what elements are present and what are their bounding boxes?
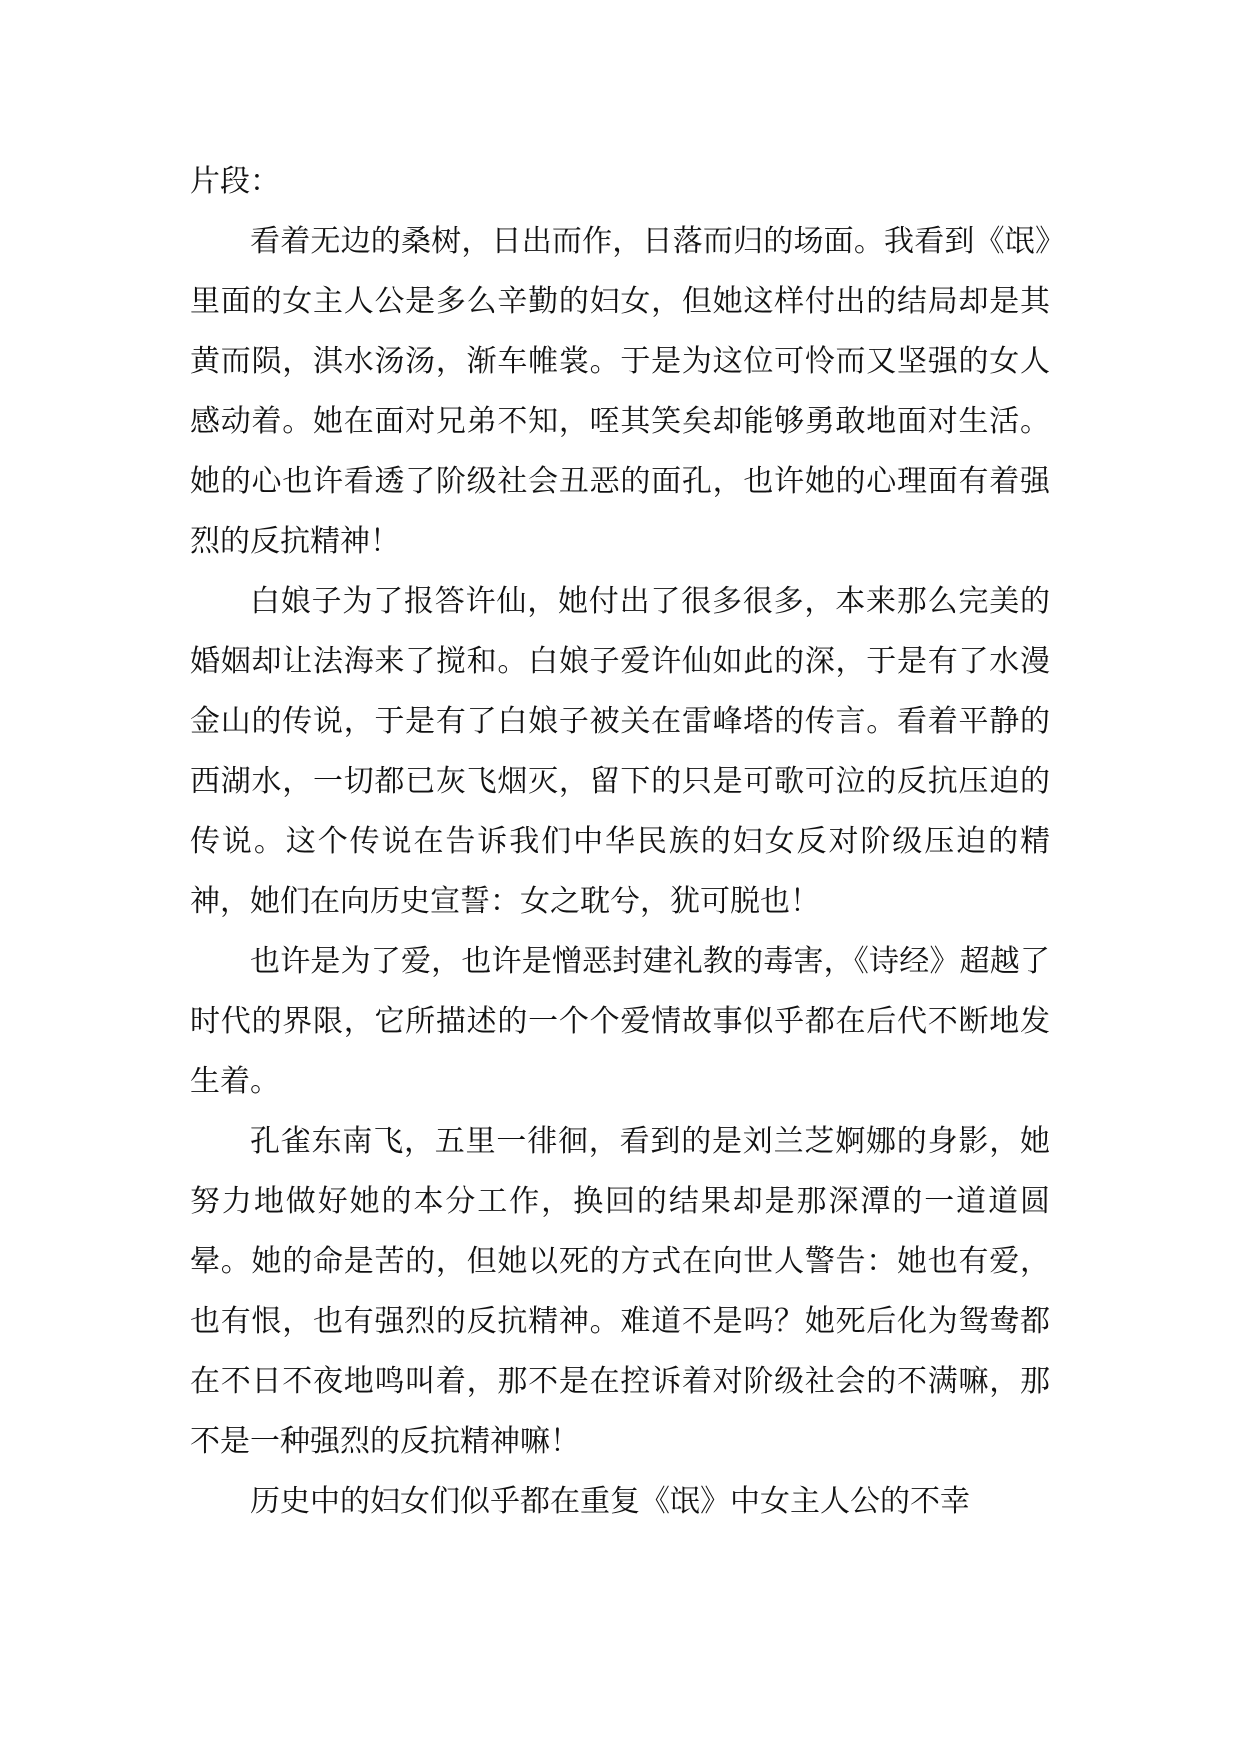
paragraph-5: 历史中的妇女们似乎都在重复《氓》中女主人公的不幸 — [250, 1484, 970, 1519]
section-label: 片段： — [190, 164, 280, 199]
paragraph-1: 看着无边的桑树，日出而作，日落而归的场面。我看到《氓》里面的女主人公是多么辛勤的妇女，但她这样付出的结局却是其黄而陨，淇水汤汤，渐车帷裳。于是为这位可怜而又坚强的女人感动着。她在面对兄弟不知，咥其笑矣却能够勇敢地面对生活。她的心也许看透了阶级社会丑恶的面孔，也许她的心理面有着强烈的反抗精神！ — [190, 224, 1050, 559]
document-body — [190, 152, 1050, 1532]
paragraph-2: 白娘子为了报答许仙，她付出了很多很多，本来那么完美的婚姻却让法海来了搅和。白娘子爱许仙如此的深，于是有了水漫金山的传说，于是有了白娘子被关在雷峰塔的传言。看着平静的西湖水，一切都已灰飞烟灭，留下的只是可歌可泣的反抗压迫的传说。这个传说在告诉我们中华民族的妇女反对阶级压迫的精神，她们在向历史宣誓：女之耽兮，犹可脱也！ — [190, 584, 1050, 919]
paragraph-4: 孔雀东南飞，五里一徘徊，看到的是刘兰芝婀娜的身影，她努力地做好她的本分工作，换回的结果却是那深潭的一道道圆晕。她的命是苦的，但她以死的方式在向世人警告：她也有爱，也有恨，也有强烈的反抗精神。难道不是吗？她死后化为鸳鸯都在不日不夜地鸣叫着，那不是在控诉着对阶级社会的不满嘛，那不是一种强烈的反抗精神嘛！ — [190, 1124, 1050, 1459]
paragraph-3: 也许是为了爱，也许是憎恶封建礼教的毒害，《诗经》超越了时代的界限，它所描述的一个个爱情故事似乎都在后代不断地发生着。 — [190, 944, 1050, 1099]
